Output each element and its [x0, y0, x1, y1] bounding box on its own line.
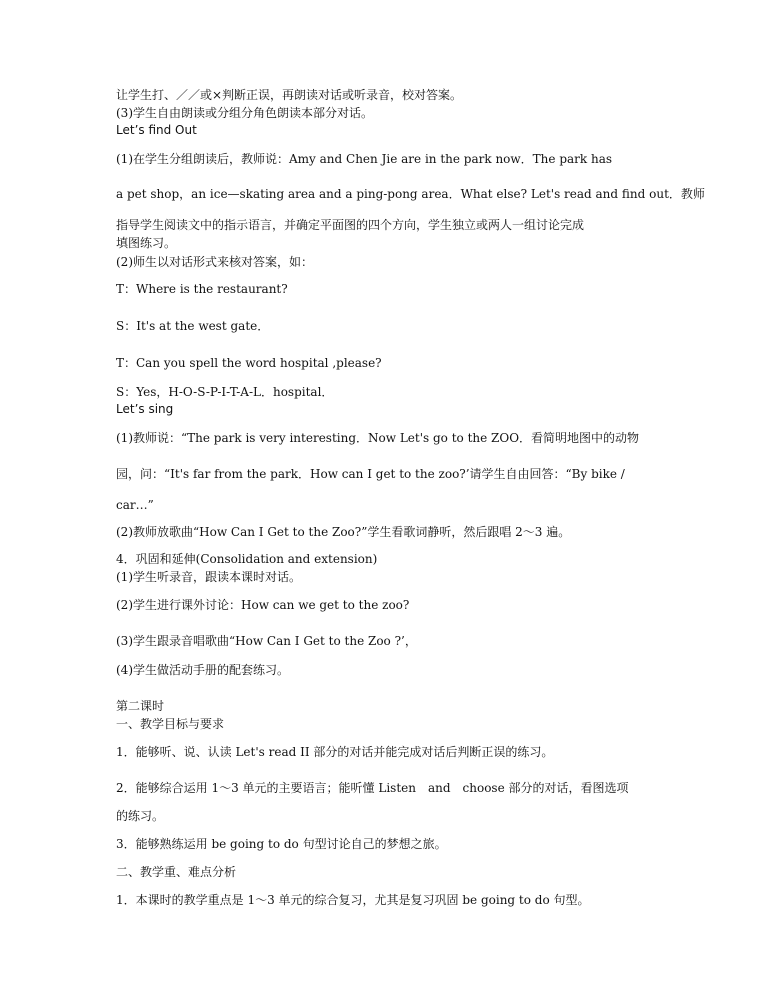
text-line: 指导学生阅读文中的指示语言，并确定平面图的四个方向，学生独立或两人一组讨论完成 [116, 218, 585, 232]
text-line: a pet shop，an ice—skating area and a ping-pong area．What else? Let's read and find out．教师 [116, 187, 705, 201]
text-line: 4．巩固和延伸(Consolidation and extension) [116, 552, 378, 566]
text-line: (3)学生自由朗读或分组分角色朗读本部分对话。 [116, 106, 373, 120]
section-heading: Let’s sing [116, 402, 174, 416]
text-line: car…” [116, 498, 154, 512]
text-line: 3．能够熟练运用 be going to do 句型讨论自己的梦想之旅。 [116, 837, 447, 851]
text-line: 园，问：“It's far from the park．How can I get to the zoo?’请学生自由回答：“By bike / [116, 467, 625, 481]
text-line: (2)学生进行课外讨论：How can we get to the zoo? [116, 598, 410, 612]
section-heading: 二、教学重、难点分析 [116, 865, 237, 879]
text-line: S：Yes，H-O-S-P-I-T-A-L．hospital． [116, 385, 334, 399]
section-heading: 一、教学目标与要求 [116, 717, 225, 731]
text-line: 1．能够听、说、认读 Let's read II 部分的对话并能完成对话后判断正误的练习。 [116, 745, 554, 759]
text-line: (2)师生以对话形式来核对答案，如： [116, 255, 313, 269]
text-line: 2．能够综合运用 1～3 单元的主要语言；能听懂 Listen and choose 部分的对话，看图选项 [116, 781, 629, 795]
text-line: 让学生打、／／或×判断正误，再朗读对话或听录音，校对答案。 [116, 88, 463, 102]
text-line: (3)学生跟录音唱歌曲“How Can I Get to the Zoo ?’， [116, 634, 417, 648]
text-line: (1)教师说：“The park is very interesting．Now Let's go to the ZOO．看简明地图中的动物 [116, 431, 640, 445]
text-line: 1．本课时的教学重点是 1～3 单元的综合复习，尤其是复习巩固 be going to do 句型。 [116, 893, 590, 907]
text-line: (1)学生听录音，跟读本课时对话。 [116, 570, 301, 584]
text-line: T：Can you spell the word hospital ,please? [116, 356, 382, 370]
text-line: (1)在学生分组朗读后，教师说：Amy and Chen Jie are in the park now．The park has [116, 152, 613, 166]
text-line: 的练习。 [116, 809, 165, 823]
text-line: (2)教师放歌曲“How Can I Get to the Zoo?”学生看歌词静听，然后跟唱 2～3 遍。 [116, 525, 571, 539]
section-heading: Let’s find Out [116, 123, 197, 137]
text-line: 填图练习。 [116, 236, 177, 250]
section-heading: 第二课时 [116, 699, 165, 713]
text-line: S：It's at the west gate． [116, 319, 270, 333]
text-line: T：Where is the restaurant? [116, 282, 288, 296]
text-line: (4)学生做活动手册的配套练习。 [116, 663, 289, 677]
